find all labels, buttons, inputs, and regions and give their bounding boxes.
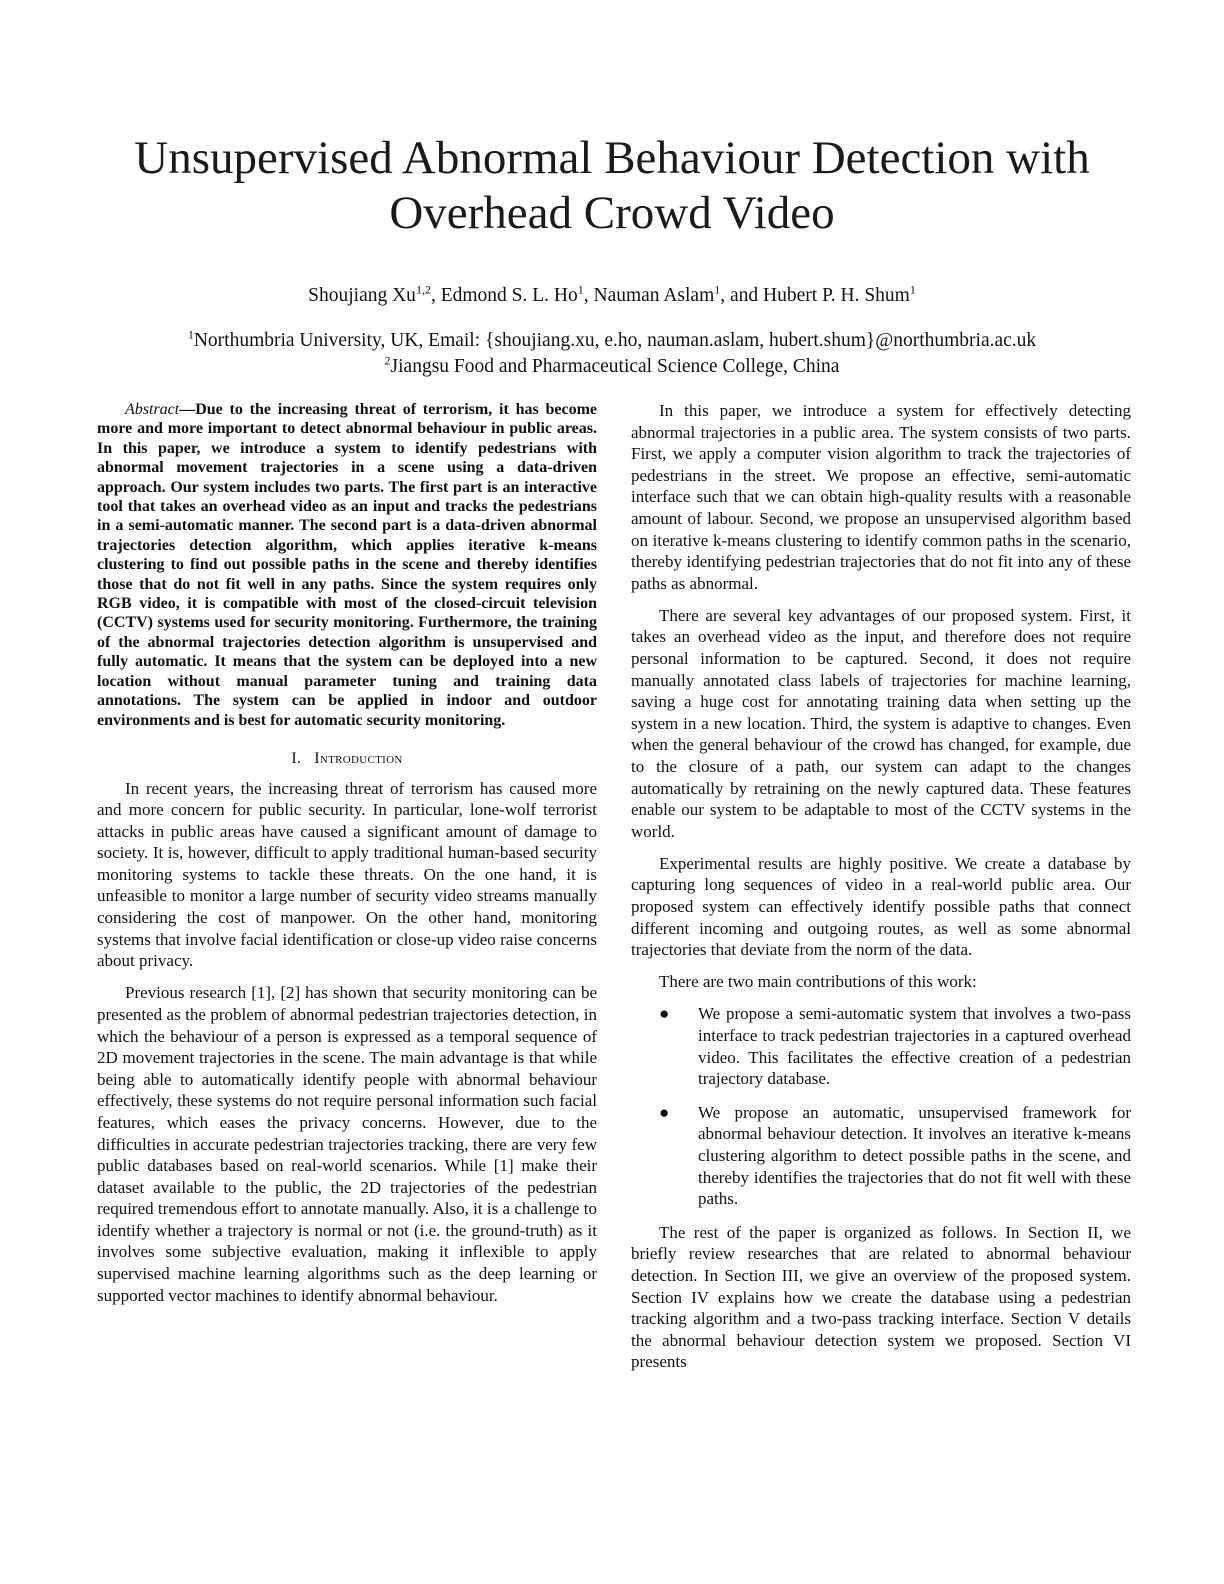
abstract-text: —Due to the increasing threat of terrorism, it has become more and more important to detect abnormal behaviour in public areas. In this paper, we introduce a system to identify pedestrians with abnormal movement trajectories in a scene using a data-driven approach. Our system includes two parts. The first part is an interactive tool that takes an overhead video as an input and tracks the pedestrians in a semi-automatic manner. The second part is a data-driven abnormal trajectories detection algorithm, which applies iterative k-means clustering to find out possible paths in the scene and thereby identifies those that do not fit well in any paths. Since the system requires only RGB video, it is compatible with most of the closed-circuit television (CCTV) systems used for security monitoring. Furthermore, the training of the abnormal trajectories detection algorithm is unsupervised and fully automatic. It means that the system can be deployed into a new location without manual parameter tuning and training data annotations. The system can be applied in indoor and outdoor environments and is best for automatic security monitoring. xyxy=(97,401,597,729)
section-heading-introduction xyxy=(97,748,597,770)
affiliation-1 xyxy=(0,328,1224,354)
affiliation-2-marker: 2 xyxy=(384,353,391,368)
intro-paragraph-4: There are several key advantages of our proposed system. First, it takes an overhead video as the input, and therefore does not require personal information to be captured. Second, it does not require manually annotated class labels of trajectories for machine learning, saving a huge cost for annotating training data when setting up the system in a new location. Third, the system is adaptive to changes. Even when the general behaviour of the crowd has changed, for example, due to the closure of a path, our system can adapt to the changes automatically by retraining on the newly captured data. These features enable our system to be adaptable to most of the CCTV systems in the world. xyxy=(631,605,1131,841)
contribution-item-2 xyxy=(631,1102,1131,1210)
author-3: , Nauman Aslam xyxy=(583,285,715,306)
affiliation-1-text: Northumbria University, UK, Email: {shoujiang.xu, e.ho, nauman.aslam, hubert.shum}@northumbria.ac.uk xyxy=(193,330,1037,351)
affiliation-2-text: Jiangsu Food and Pharmaceutical Science College, China xyxy=(390,356,840,377)
intro-paragraph-2: Previous research [1], [2] has shown that security monitoring can be presented as the problem of abnormal pedestrian trajectories detection, in which the behaviour of a person is expressed as a temporal sequence of 2D movement trajectories in the scene. The main advantage is that while being able to automatically identify people with abnormal behaviour effectively, these systems do not require personal information such facial features, which eases the privacy concerns. However, due to the difficulties in accurate pedestrian trajectories tracking, there are very few public databases based on real-world scenarios. While [1] make their dataset available to the public, the 2D trajectories of the pedestrian required tremendous effort to annotate manually. Also, it is a challenge to identify whether a trajectory is normal or not (i.e. the ground-truth) as it involves some subjective evaluation, making it inflexible to apply supervised machine learning algorithms such as the deep learning or supported vector machines to identify abnormal behaviour. xyxy=(97,983,597,1305)
section-title: Introduction xyxy=(314,749,403,767)
affiliation-1-marker: 1 xyxy=(187,327,194,342)
author-4-affil: 1 xyxy=(909,282,916,297)
paper-title xyxy=(0,131,1224,241)
author-2: , Edmond S. L. Ho xyxy=(430,285,578,306)
author-1-affil: 1,2 xyxy=(415,282,431,297)
bullet-icon: ● xyxy=(659,1004,670,1024)
title-line-2: Overhead Crowd Video xyxy=(389,187,835,240)
contribution-text-1: We propose a semi-automatic system that involves a two-pass interface to track pedestrian trajectories in a captured overhead video. This facilitates the effective creation of a pedestrian trajectory database. xyxy=(698,1004,1131,1089)
contribution-list xyxy=(631,1003,1131,1209)
section-number: I. xyxy=(291,749,302,767)
abstract-label: Abstract xyxy=(125,401,180,418)
author-2-affil: 1 xyxy=(577,282,584,297)
author-1: Shoujiang Xu xyxy=(308,285,416,306)
affiliations xyxy=(0,328,1224,380)
bullet-icon: ● xyxy=(659,1102,670,1122)
intro-paragraph-6: There are two main contributions of this work: xyxy=(659,972,977,992)
title-line-1: Unsupervised Abnormal Behaviour Detection with xyxy=(134,132,1090,185)
intro-paragraph-1: In recent years, the increasing threat of terrorism has caused more and more concern for public security. In particular, lone-wolf terrorist attacks in public areas have caused a significant amount of damage to society. It is, however, difficult to apply traditional human-based security monitoring systems to tackle these threats. On the one hand, it is unfeasible to monitor a large number of security video streams manually considering the cost of manpower. On the other hand, monitoring systems that involve facial identification or close-up video raise concerns about privacy. xyxy=(97,778,597,971)
intro-paragraph-7: The rest of the paper is organized as follows. In Section II, we briefly review researches that are related to abnormal behaviour detection. In Section III, we give an overview of the proposed system. Section IV explains how we create the database using a pedestrian tracking algorithm and a two-pass tracking interface. Section V details the abnormal behaviour detection system we proposed. Section VI presents xyxy=(631,1222,1131,1372)
author-list xyxy=(0,283,1224,309)
right-column xyxy=(631,400,1131,1383)
intro-paragraph-5: Experimental results are highly positive. We create a database by capturing long sequences of video in a real-world public area. Our proposed system can effectively identify possible paths that connect different incoming and outgoing routes, as well as some abnormal trajectories that deviate from the norm of the data. xyxy=(631,853,1131,960)
author-4: , and Hubert P. H. Shum xyxy=(720,285,910,306)
affiliation-2 xyxy=(0,354,1224,380)
left-column xyxy=(97,400,597,1317)
author-3-affil: 1 xyxy=(714,282,721,297)
intro-paragraph-3: In this paper, we introduce a system for effectively detecting abnormal trajectories in a public area. The system consists of two parts. First, we apply a computer vision algorithm to track the trajectories of pedestrians in the street. We propose an effective, semi-automatic interface such that we can obtain high-quality results with a reasonable amount of labour. Second, we propose an unsupervised algorithm based on iterative k-means clustering to identify common paths in the scenario, thereby identifying pedestrian trajectories that do not fit into any of these paths as abnormal. xyxy=(631,401,1131,593)
contribution-item-1 xyxy=(631,1003,1131,1089)
contribution-text-2: We propose an automatic, unsupervised framework for abnormal behaviour detection. It involves an iterative k-means clustering algorithm to detect possible paths in the scene, and thereby identifies the trajectories that do not fit well with these paths. xyxy=(698,1102,1131,1209)
abstract xyxy=(97,400,597,730)
